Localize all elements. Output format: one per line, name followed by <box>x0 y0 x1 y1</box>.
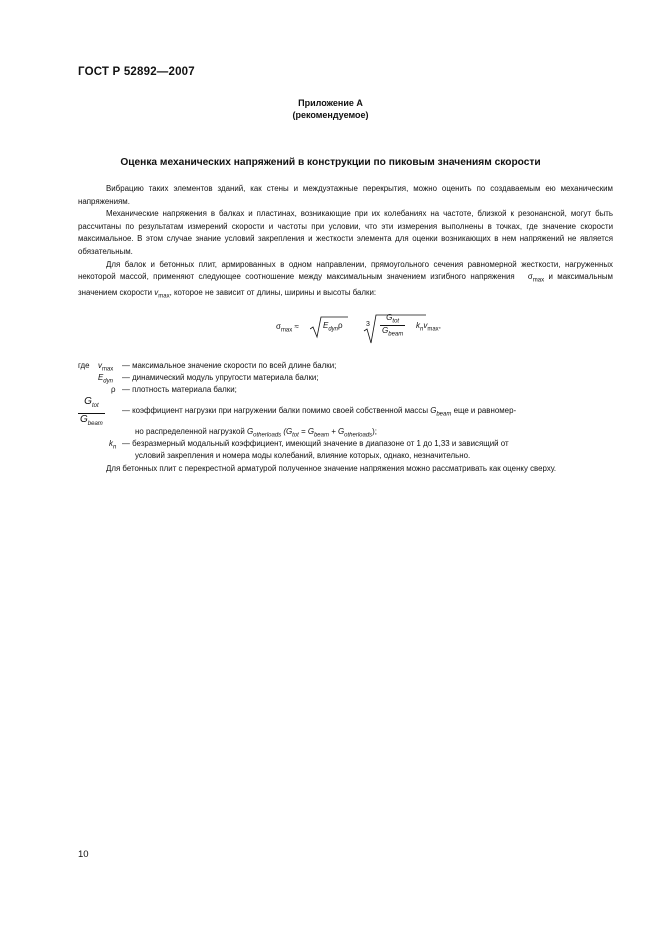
page-number: 10 <box>78 849 89 860</box>
definitions-list <box>78 360 618 462</box>
closing-text <box>78 463 613 476</box>
closing-paragraph: Для бетонных плит с перекрестной арматурой полученное значение напряжения можно рассматривать как оценку сверху. <box>106 464 557 473</box>
paragraph-1: Вибрацию таких элементов зданий, как стены и междуэтажные перекрытия, можно оценить по создаваемым ею механическим напряжениям. <box>78 184 613 206</box>
standard-number: ГОСТ Р 52892—2007 <box>78 66 195 78</box>
formula-cube-root-index: 3 <box>366 321 370 328</box>
body-text <box>78 183 613 304</box>
definition-k-n: $k_n$ — безразмерный модальный коэффициент, имеющий значение в диапазоне от 1 до 1,33 и зависящий от <box>109 439 509 451</box>
annex-status: (рекомендуемое) <box>292 110 369 120</box>
definition-v-max: где $v_{max}$ — максимальное значение скорости по всей длине балки; <box>78 361 337 373</box>
paragraph-3-part-c: , которое не зависит от длины, ширины и высоты балки: <box>169 288 377 298</box>
paragraph-2: Механические напряжения в балках и пластинах, возникающие при их колебаниях на частоте, близкой к резонансной, могут быть рассчитаны по результатам измерений скорости и частоты при условии, что эти измерения выполнены в точках, где значение скорости максимальное. В этом случае знание условий закрепления и жесткости элемента для оценки возникающих в нем напряжений не является обязательным. <box>78 209 613 256</box>
v-max-inline: $v_{max}$ <box>154 288 170 300</box>
paragraph-3-part-b: и максимальным значением скорости <box>78 272 613 298</box>
annex-label: Приложение А <box>298 98 363 108</box>
definition-k-n-cont: условий закрепления и номера моды колебаний, влияние которых, однако, незначительно. <box>135 451 471 460</box>
definition-rho: ρ — плотность материала балки; <box>111 385 237 394</box>
formula-k-v: $k_nv_{max}$, <box>416 321 441 333</box>
sigma-max-inline: $\sigma_{max}$ <box>527 272 545 284</box>
formula-e-dyn: $E_{dyn}\rho$ <box>323 321 343 333</box>
paragraph-3 <box>78 259 613 304</box>
stress-formula <box>270 313 441 349</box>
paragraph-3-part-a: Для балок и бетонных плит, армированных в одном направлении, прямоугольного сечения равномерной жесткости, нагруженных некоторой массой, применяют следующее соотношение между максимальным значением изгибного напряжения <box>78 259 613 282</box>
formula-load-ratio: $G_{tot}$ $G_{beam}$ <box>382 313 404 338</box>
definition-e-dyn: $E_{dyn}$ — динамический модуль упругости материала балки; <box>98 373 319 385</box>
definition-load-ratio-cont: но распределенной нагрузкой $G_{otherloads}$ $(G_{tot} = G_{beam} + G_{otherloads})$; <box>135 427 377 439</box>
section-title: Оценка механических напряжений в конструкции по пиковым значениям скорости <box>120 157 541 168</box>
definition-load-ratio: $G_{tot}$ $G_{beam}$ — коэффициент нагрузки при нагружении балки помимо своей собственной массы $G_{beam}$ еще и равномер- <box>80 396 517 427</box>
formula-lhs: $\sigma_{max}$ ≈ <box>276 322 299 334</box>
